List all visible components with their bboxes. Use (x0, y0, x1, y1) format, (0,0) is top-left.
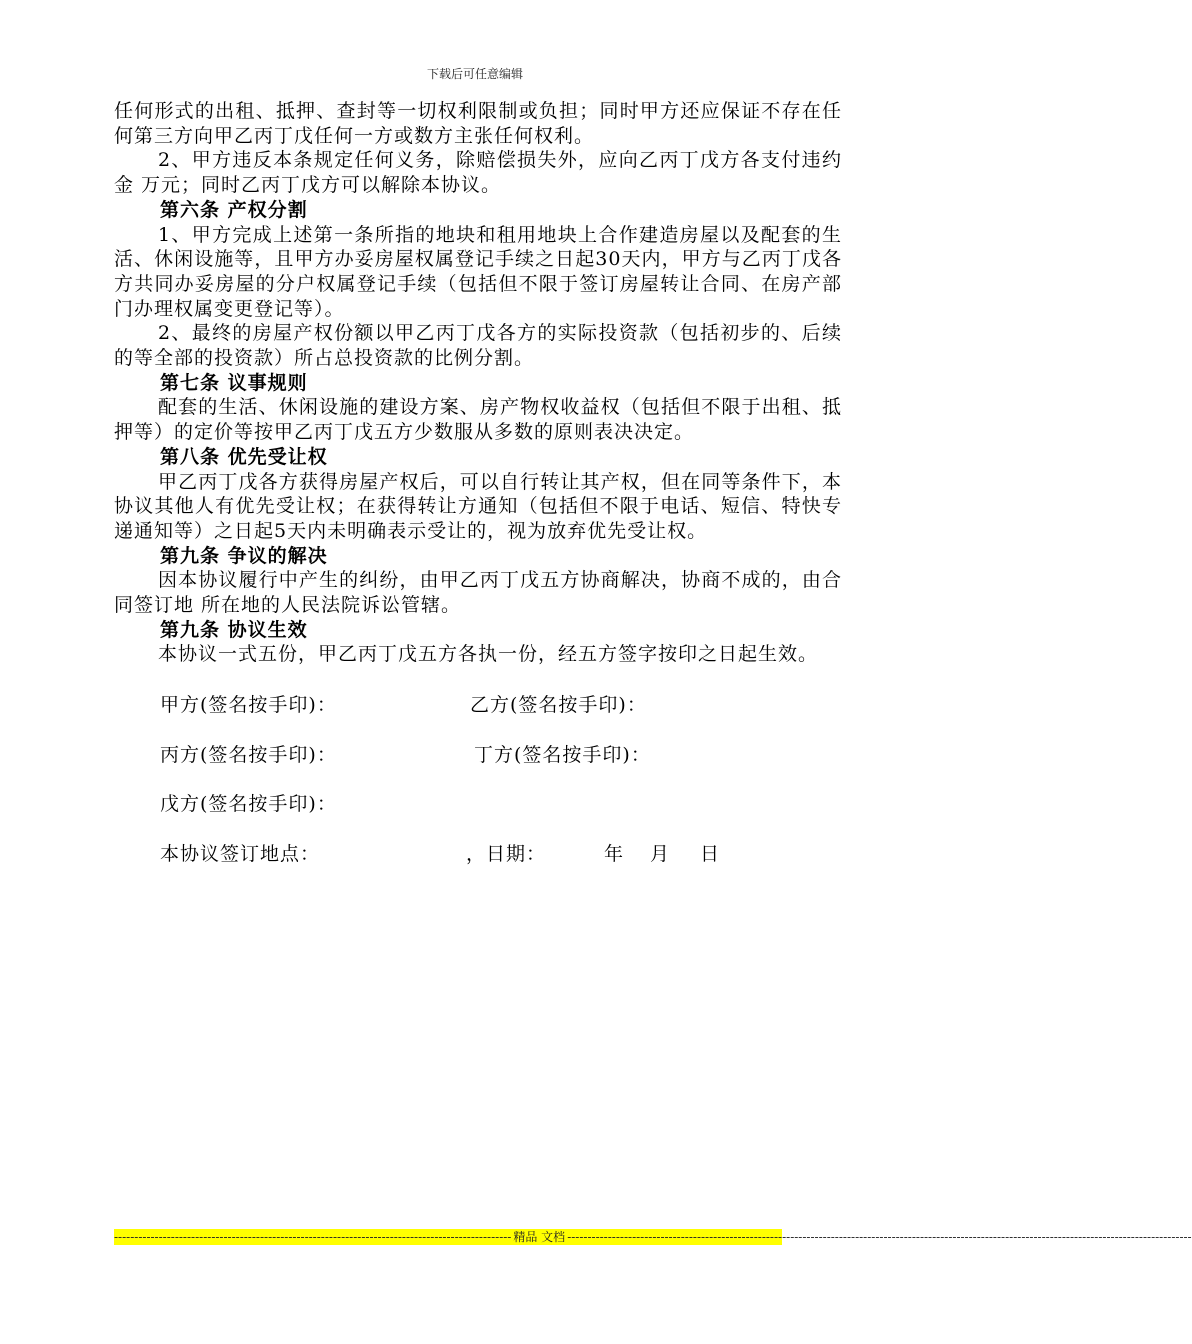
paragraph: 任何形式的出租、抵押、查封等一切权利限制或负担；同时甲方还应保证不存在任何第三方向甲乙丙丁戊任何一方或数方主张任何权利。 (114, 100, 842, 147)
footer-label: 精品 文档 (513, 1230, 566, 1244)
signature-party-e: 戊方(签名按手印)： (160, 793, 337, 816)
document-body (114, 99, 842, 872)
month-label: 月 (650, 842, 671, 865)
paragraph: 2、甲方违反本条规定任何义务，除赔偿损失外，应向乙丙丁戊方各支付违约金 万元；同时乙丙丁戊方可以解除本协议。 (114, 149, 842, 197)
section-heading: 第九条 争议的解决 (160, 544, 328, 567)
day-label: 日 (700, 842, 721, 865)
signature-row (114, 743, 842, 793)
paragraph: 2、最终的房屋产权份额以甲乙丙丁戊各方的实际投资款（包括初步的、后续的等全部的投资款）所占总投资款的比例分割。 (114, 322, 842, 370)
page-footer (114, 1229, 1192, 1245)
section-heading: 第七条 议事规则 (160, 371, 308, 394)
section-heading: 第九条 协议生效 (160, 618, 308, 641)
footer-dashes-left: -------------------------------------------------------------------------------------------------- (114, 1230, 512, 1244)
signature-party-c: 丙方(签名按手印)： (160, 743, 337, 766)
paragraph: 配套的生活、休闲设施的建设方案、房产物权收益权（包括但不限于出租、抵押等）的定价等按甲乙丙丁戊五方少数服从多数的原则表决决定。 (114, 396, 842, 444)
date-label: ，日期： (466, 842, 547, 865)
signature-party-a: 甲方(签名按手印)： (160, 694, 337, 717)
paragraph: 1、甲方完成上述第一条所指的地块和租用地块上合作建造房屋以及配套的生活、休闲设施等，且甲方办妥房屋权属登记手续之日起30天内，甲方与乙丙丁戊各方共同办妥房屋的分户权属登记手续（包括但不限于签订房屋转让合同、在房产部门办理权属变更登记等）。 (114, 223, 842, 320)
signature-block (114, 693, 842, 872)
page-header: 下载后可任意编辑 (426, 67, 523, 81)
paragraph: 本协议一式五份，甲乙丙丁戊五方各执一份，经五方签字按印之日起生效。 (158, 643, 819, 666)
signature-row (114, 693, 842, 743)
signature-party-b: 乙方(签名按手印)： (470, 694, 647, 717)
paragraph: 因本协议履行中产生的纠纷，由甲乙丙丁戊五方协商解决，协商不成的，由合同签订地 所在地的人民法院诉讼管辖。 (114, 569, 842, 617)
section-heading: 第八条 优先受让权 (160, 445, 328, 468)
date-place-row (114, 842, 842, 872)
paragraph: 甲乙丙丁戊各方获得房屋产权后，可以自行转让其产权，但在同等条件下，本协议其他人有优先受让权；在获得转让方通知（包括但不限于电话、短信、特快专递通知等）之日起5天内未明确表示受让的，视为放弃优先受让权。 (114, 470, 842, 542)
signature-party-d: 丁方(签名按手印)： (474, 743, 651, 766)
signature-row (114, 792, 842, 842)
signing-place-label: 本协议签订地点： (160, 842, 321, 865)
year-label: 年 (604, 842, 625, 865)
section-heading: 第六条 产权分割 (160, 198, 308, 221)
footer-dashes-right: ---------------------------------------------------------------------------------------------------------------------------------------------------------- (567, 1230, 1192, 1244)
